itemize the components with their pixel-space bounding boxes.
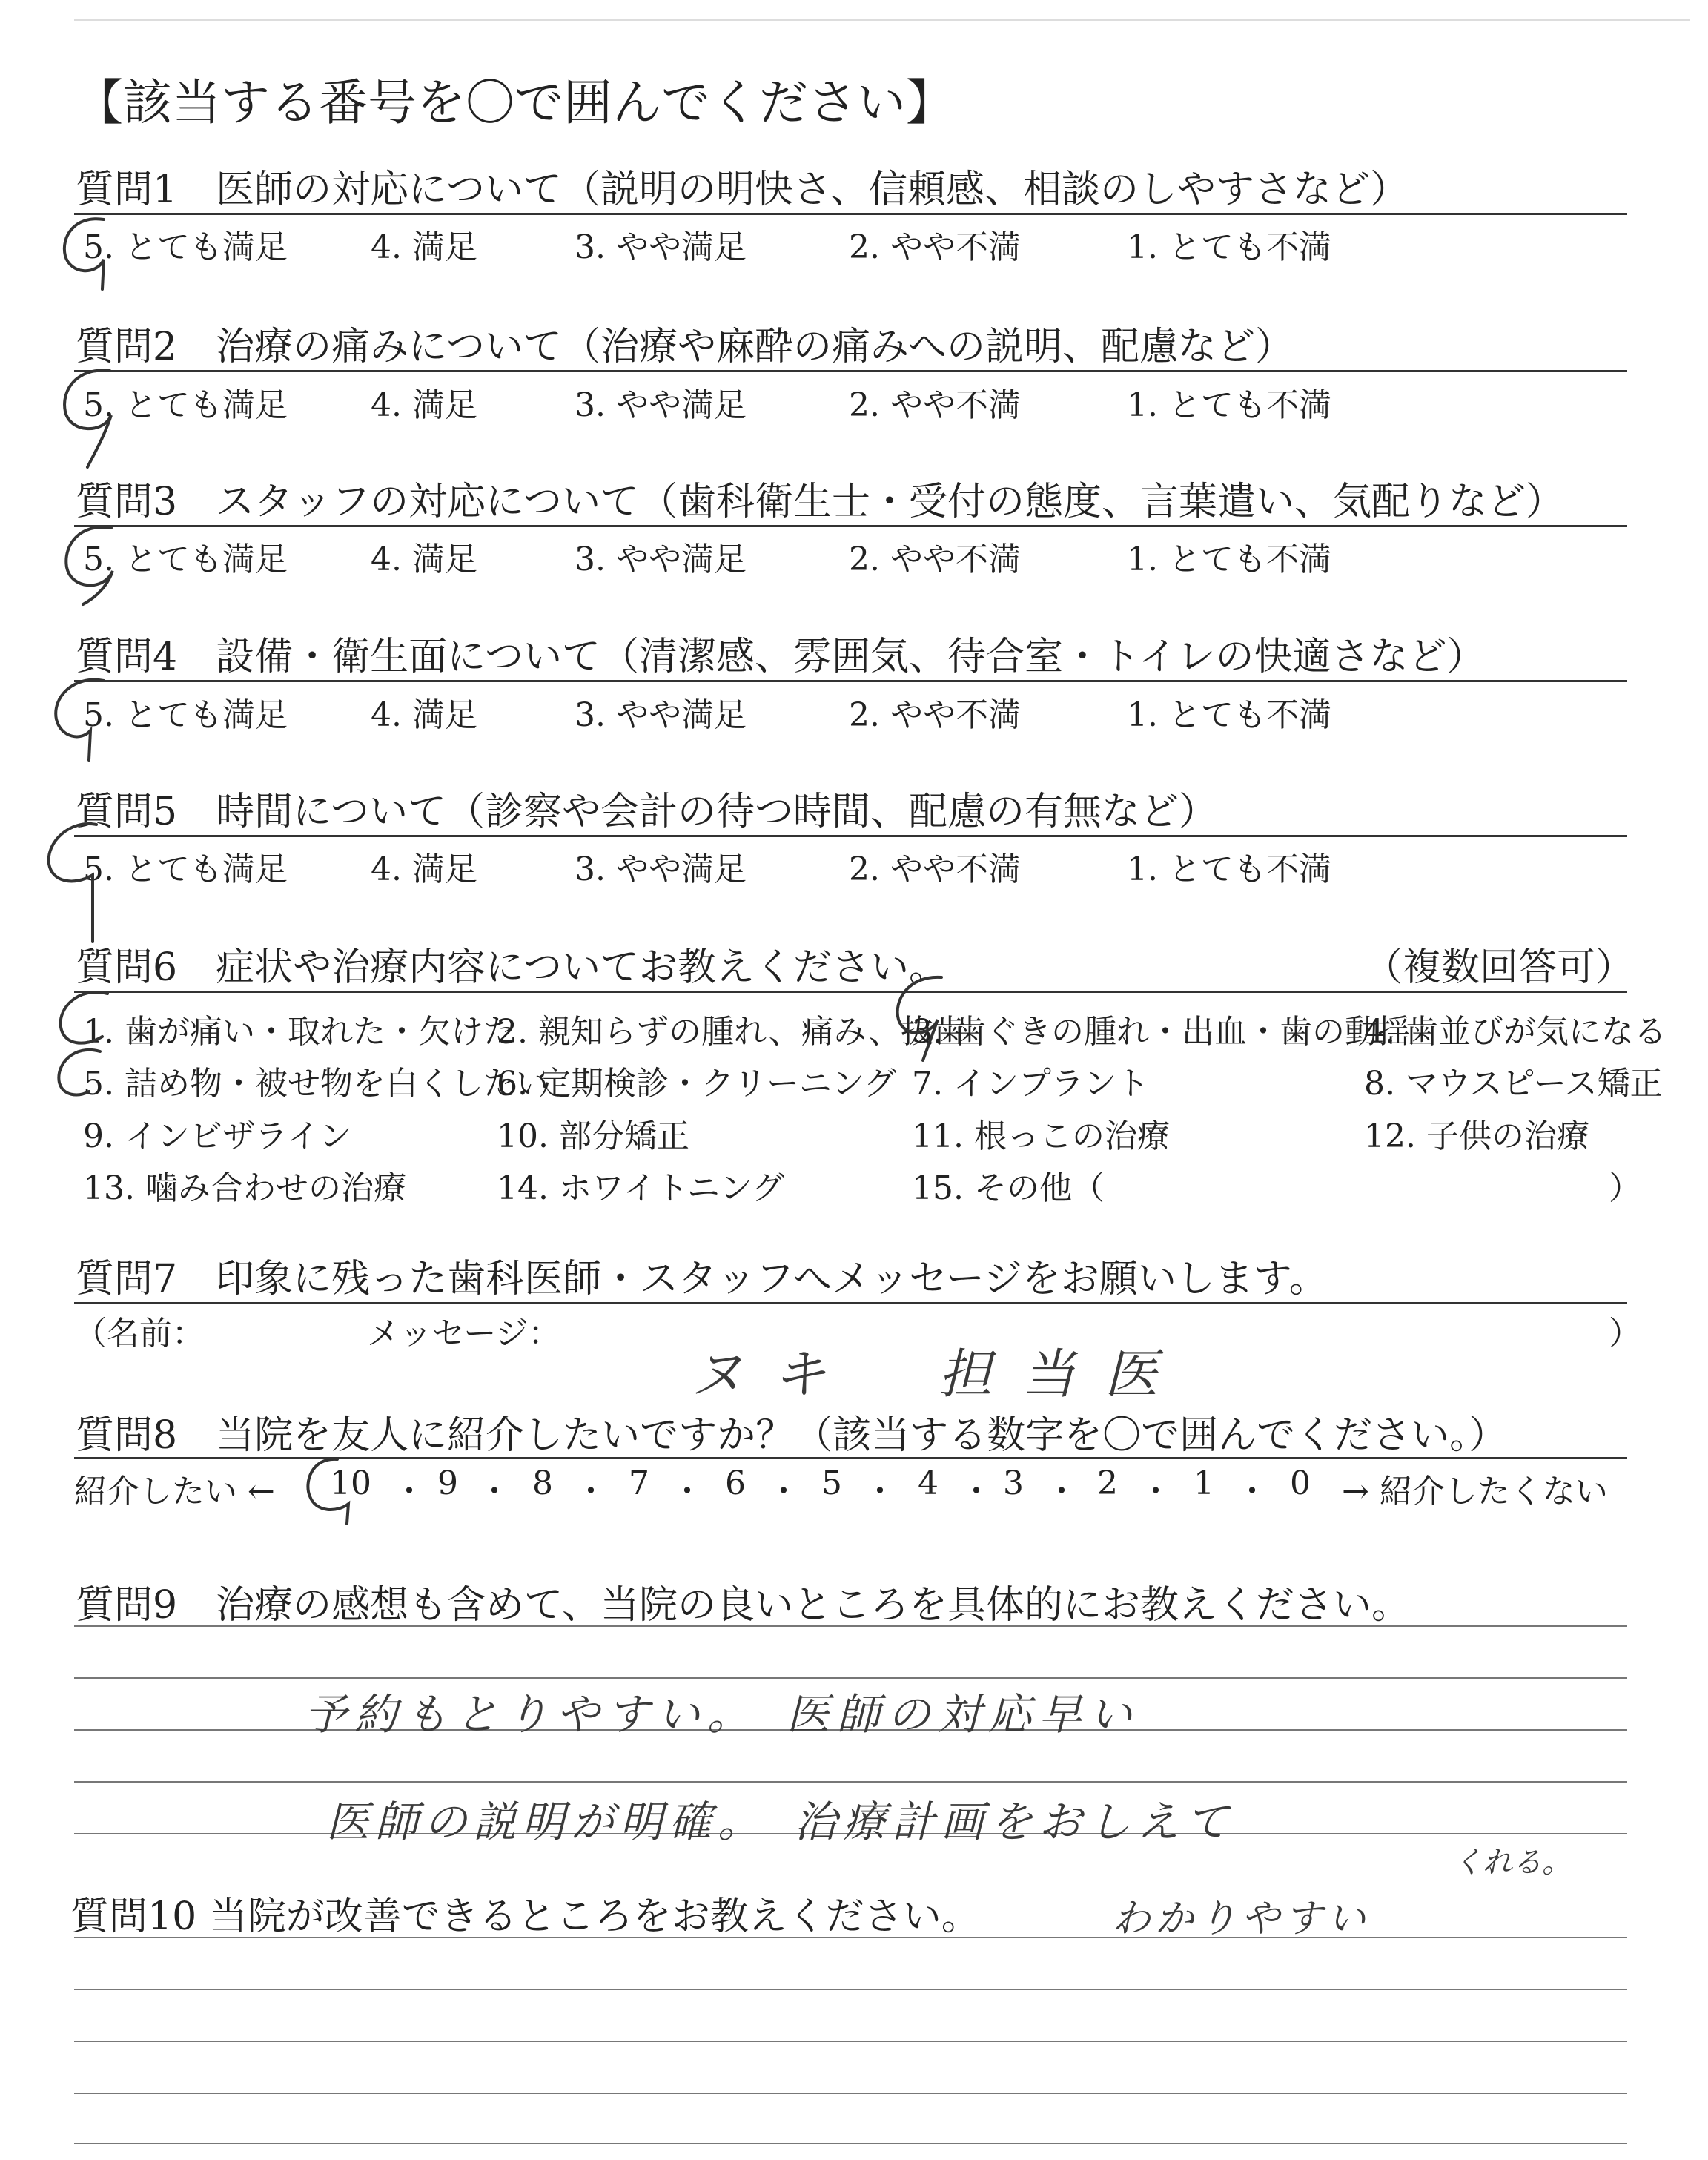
q6-option-15-close: ） <box>1609 1169 1641 1207</box>
q8-scale-6[interactable]: 6 <box>725 1464 746 1502</box>
q4-option-5[interactable]: 5. とても満足 <box>83 696 288 734</box>
question-2-rule <box>74 370 1627 372</box>
top-edge-line <box>74 19 1690 21</box>
q6-option-1[interactable]: 1. 歯が痛い・取れた・欠けた <box>83 1013 516 1051</box>
q8-sep-3: ・ <box>575 1473 607 1510</box>
q6-option-6[interactable]: 6. 定期検診・クリーニング <box>497 1065 897 1103</box>
q8-sep-8: ・ <box>1045 1473 1078 1510</box>
q6-option-7[interactable]: 7. インプラント <box>912 1065 1149 1103</box>
q8-sep-6: ・ <box>864 1473 896 1510</box>
q1-option-1[interactable]: 1. とても不満 <box>1127 228 1331 266</box>
q1-option-3[interactable]: 3. やや満足 <box>575 228 747 266</box>
q2-option-2[interactable]: 2. やや不満 <box>849 386 1021 424</box>
q6-option-3[interactable]: 3. 歯ぐきの腫れ・出血・歯の動揺 <box>912 1013 1410 1051</box>
question-3-title: 質問3 スタッフの対応について（歯科衛生士・受付の態度、言葉遣い、気配りなど） <box>76 480 1565 524</box>
q8-sep-1: ・ <box>393 1473 426 1510</box>
q3-option-5[interactable]: 5. とても満足 <box>83 541 288 578</box>
question-3-rule <box>74 525 1627 527</box>
question-1-title: 質問1 医師の対応について（説明の明快さ、信頼感、相談のしやすさなど） <box>76 168 1409 212</box>
q3-option-4[interactable]: 4. 満足 <box>371 541 477 578</box>
q1-option-4[interactable]: 4. 満足 <box>371 228 477 266</box>
q9-line-2 <box>74 1677 1627 1679</box>
question-7-rule <box>74 1302 1627 1304</box>
q8-sep-9: ・ <box>1139 1473 1172 1510</box>
q6-option-15[interactable]: 15. その他（ <box>912 1169 1105 1207</box>
q8-sep-4: ・ <box>671 1473 704 1510</box>
q8-right-label: → 紹介したくない <box>1342 1473 1608 1510</box>
q7-handwritten-message[interactable]: ヌキ 担当医 <box>689 1343 1188 1405</box>
q10-line-3 <box>74 2041 1627 2042</box>
q6-option-4[interactable]: 4. 歯並びが気になる <box>1364 1013 1666 1051</box>
q6-option-9[interactable]: 9. インビザライン <box>83 1117 352 1155</box>
q5-option-2[interactable]: 2. やや不満 <box>849 851 1021 888</box>
q6-option-5[interactable]: 5. 詰め物・被せ物を白くしたい <box>83 1065 549 1103</box>
q8-scale-5[interactable]: 5 <box>821 1464 842 1502</box>
q8-scale-8[interactable]: 8 <box>532 1464 553 1502</box>
q3-option-3[interactable]: 3. やや満足 <box>575 541 747 578</box>
q2-option-5[interactable]: 5. とても満足 <box>83 386 288 424</box>
q8-scale-0[interactable]: 0 <box>1290 1464 1311 1502</box>
q6-option-13[interactable]: 13. 噛み合わせの治療 <box>83 1169 406 1207</box>
q8-sep-2: ・ <box>478 1473 511 1510</box>
q6-option-12[interactable]: 12. 子供の治療 <box>1364 1117 1589 1155</box>
q10-line-2 <box>74 1989 1627 1990</box>
question-1-rule <box>74 213 1627 215</box>
q6-option-8[interactable]: 8. マウスピース矯正 <box>1364 1065 1663 1103</box>
question-6-note: （複数回答可） <box>1364 945 1635 990</box>
q4-option-3[interactable]: 3. やや満足 <box>575 696 747 734</box>
q8-left-label: 紹介したい ← <box>74 1473 275 1510</box>
question-6-rule <box>74 991 1627 993</box>
q7-close-paren: ） <box>1609 1315 1641 1353</box>
q5-option-4[interactable]: 4. 満足 <box>371 851 477 888</box>
question-7-title: 質問7 印象に残った歯科医師・スタッフへメッセージをお願いします。 <box>76 1257 1328 1301</box>
q8-scale-2[interactable]: 2 <box>1097 1464 1118 1502</box>
question-10-title: 質問10 当院が改善できるところをお教えください。 <box>70 1895 980 1939</box>
q8-sep-5: ・ <box>767 1473 800 1510</box>
form-instruction-header: 【該当する番号を〇で囲んでください】 <box>74 74 955 131</box>
question-5-rule <box>74 835 1627 837</box>
q5-option-1[interactable]: 1. とても不満 <box>1127 851 1331 888</box>
q3-option-1[interactable]: 1. とても不満 <box>1127 541 1331 578</box>
q9-line-4 <box>74 1781 1627 1783</box>
q3-option-2[interactable]: 2. やや不満 <box>849 541 1021 578</box>
q4-option-4[interactable]: 4. 満足 <box>371 696 477 734</box>
q8-scale-1[interactable]: 1 <box>1194 1464 1214 1502</box>
question-8-rule <box>74 1457 1627 1459</box>
q2-option-1[interactable]: 1. とても不満 <box>1127 386 1331 424</box>
q10-handwritten-answer[interactable]: わかりやすい <box>1112 1897 1371 1941</box>
question-4-title: 質問4 設備・衛生面について（清潔感、雰囲気、待合室・トイレの快適さなど） <box>76 635 1486 679</box>
q8-scale-9[interactable]: 9 <box>437 1464 458 1502</box>
question-2-title: 質問2 治療の痛みについて（治療や麻酔の痛みへの説明、配慮など） <box>76 325 1294 369</box>
q8-scale-10[interactable]: 10 <box>330 1464 371 1502</box>
q1-option-5[interactable]: 5. とても満足 <box>83 228 288 266</box>
question-9-title: 質問9 治療の感想も含めて、当院の良いところを具体的にお教えください。 <box>76 1583 1411 1628</box>
q4-option-2[interactable]: 2. やや不満 <box>849 696 1021 734</box>
q9-handwritten-line-1[interactable]: 予約もとりやすい。 医師の対応早い <box>304 1689 1140 1740</box>
q8-scale-7[interactable]: 7 <box>629 1464 649 1502</box>
q1-option-2[interactable]: 2. やや不満 <box>849 228 1021 266</box>
q4-option-1[interactable]: 1. とても不満 <box>1127 696 1331 734</box>
q7-message-label: メッセージ： <box>367 1315 561 1353</box>
q9-handwritten-line-3[interactable]: くれる。 <box>1453 1846 1572 1880</box>
q5-option-3[interactable]: 3. やや満足 <box>575 851 747 888</box>
q9-handwritten-line-2[interactable]: 医師の説明が明確。 治療計画をおしえて <box>326 1797 1235 1847</box>
question-5-title: 質問5 時間について（診察や会計の待つ時間、配慮の有無など） <box>76 790 1218 834</box>
q5-option-5[interactable]: 5. とても満足 <box>83 851 288 888</box>
q10-line-5 <box>74 2143 1627 2144</box>
q6-option-11[interactable]: 11. 根っこの治療 <box>912 1117 1170 1155</box>
q2-option-3[interactable]: 3. やや満足 <box>575 386 747 424</box>
q2-option-4[interactable]: 4. 満足 <box>371 386 477 424</box>
q8-sep-7: ・ <box>960 1473 993 1510</box>
q8-scale-4[interactable]: 4 <box>918 1464 939 1502</box>
q9-line-1 <box>74 1625 1627 1627</box>
q6-option-10[interactable]: 10. 部分矯正 <box>497 1117 689 1155</box>
question-6-title: 質問6 症状や治療内容についてお教えください。 <box>76 945 948 990</box>
question-4-rule <box>74 680 1627 682</box>
q8-scale-3[interactable]: 3 <box>1003 1464 1024 1502</box>
q7-name-label: （名前： <box>74 1315 205 1353</box>
question-8-title: 質問8 当院を友人に紹介したいですか？（該当する数字を〇で囲んでください。） <box>76 1413 1508 1458</box>
q10-line-4 <box>74 2093 1627 2094</box>
q6-option-2[interactable]: 2. 親知らずの腫れ、痛み、抜歯 <box>497 1013 967 1051</box>
q8-sep-10: ・ <box>1236 1473 1268 1510</box>
q10-line-1 <box>74 1937 1627 1938</box>
q6-option-14[interactable]: 14. ホワイトニング <box>497 1169 785 1207</box>
